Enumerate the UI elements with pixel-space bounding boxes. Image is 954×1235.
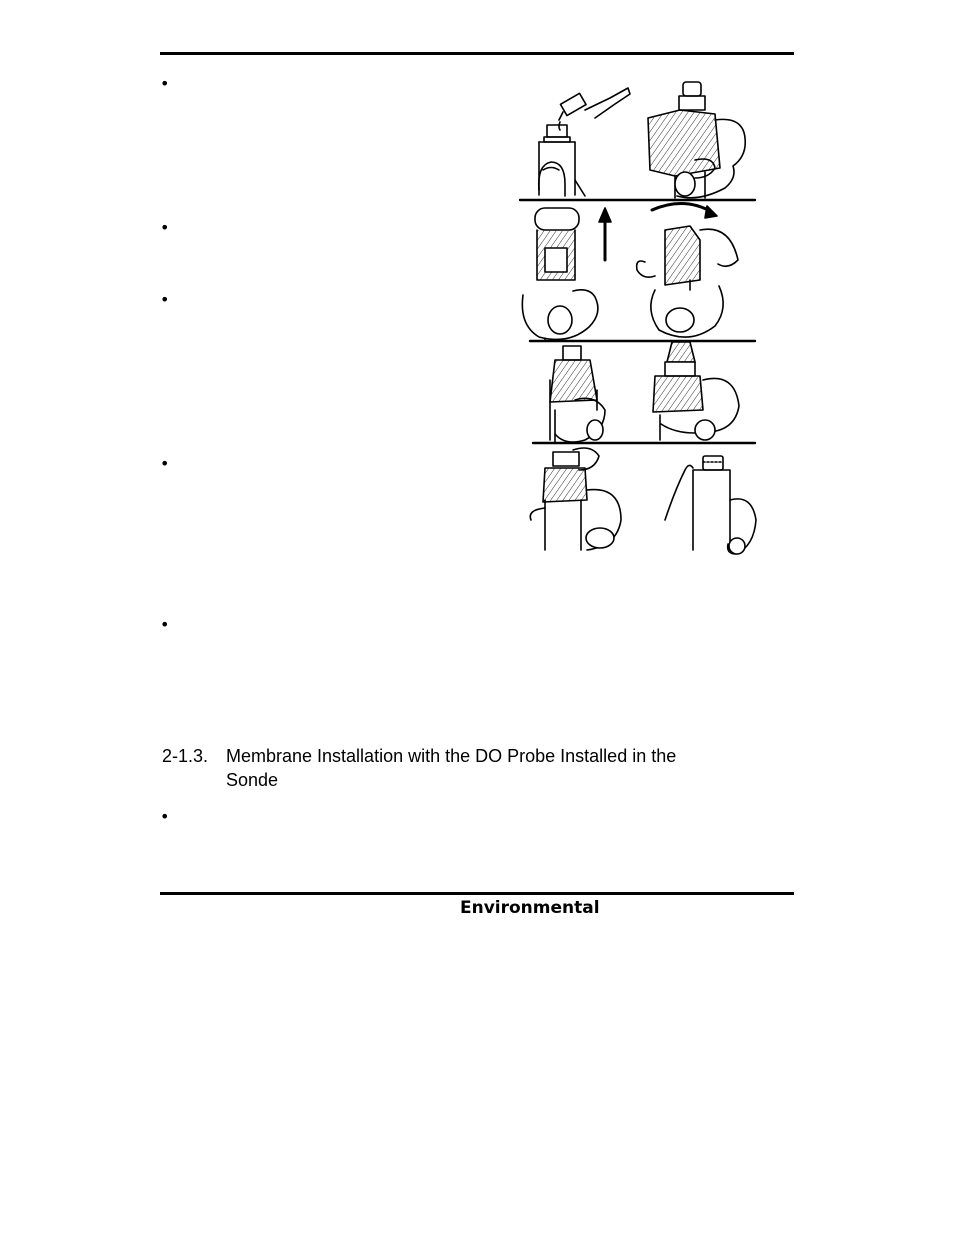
panel-1-right bbox=[648, 82, 745, 198]
bullet-3: • bbox=[160, 290, 170, 309]
bullet-1: • bbox=[160, 74, 170, 93]
panel-2-left bbox=[522, 208, 611, 340]
header-rule bbox=[160, 52, 794, 55]
section-heading bbox=[162, 744, 782, 792]
panel-1-left bbox=[539, 88, 630, 196]
membrane-installation-illustration bbox=[515, 80, 760, 570]
section-title-line1: Membrane Installation with the DO Probe Installed in the bbox=[226, 746, 677, 766]
panel-4-left bbox=[530, 448, 621, 550]
footer-text: Environmental bbox=[460, 898, 600, 918]
panel-3-right bbox=[653, 342, 739, 440]
panel-2-right bbox=[637, 203, 738, 337]
panel-3-left bbox=[550, 346, 605, 442]
footer-rule bbox=[160, 892, 794, 895]
bullet-5: • bbox=[160, 615, 170, 634]
bullet-4: • bbox=[160, 454, 170, 473]
bullet-2: • bbox=[160, 218, 170, 237]
bullet-6: • bbox=[160, 807, 170, 826]
panel-4-right bbox=[665, 456, 756, 554]
section-title-line2: Sonde bbox=[226, 770, 279, 790]
section-number: 2-1.3. bbox=[162, 746, 209, 766]
